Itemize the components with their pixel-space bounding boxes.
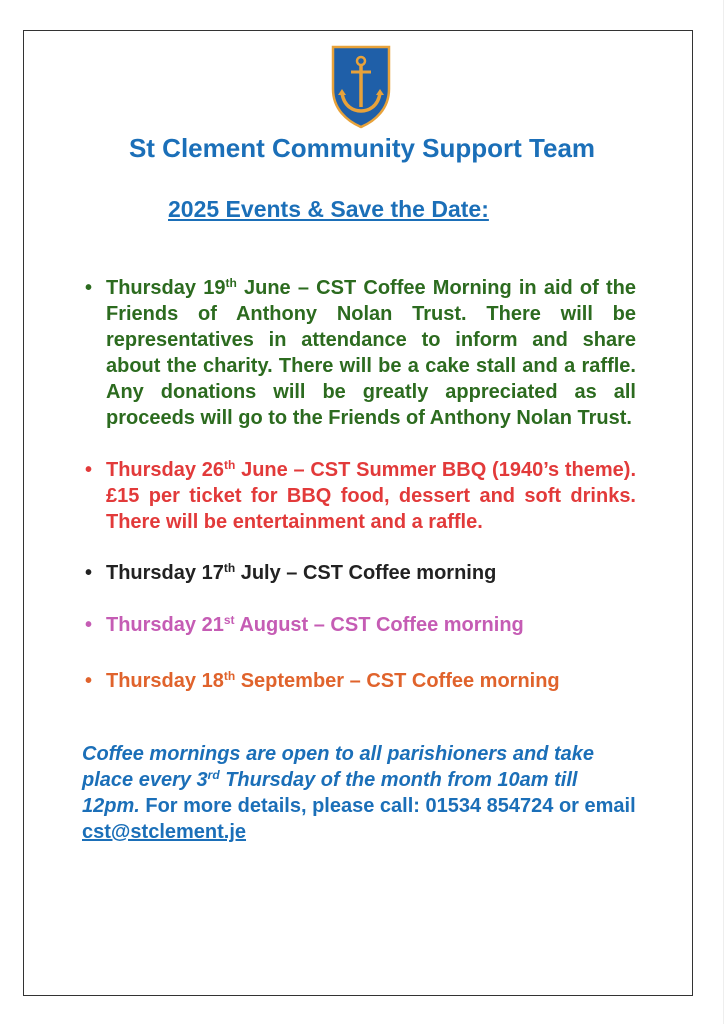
event-item [84, 457, 636, 535]
event-item [84, 612, 636, 638]
event-date: Thursday 19 [106, 277, 226, 299]
event-item [84, 560, 636, 586]
page-title: St Clement Community Support Team [128, 133, 596, 163]
event-description: August – CST Coffee morning [234, 614, 524, 636]
events-heading: 2025 Events & Save the Date: [168, 196, 489, 222]
event-date: Thursday 26 [106, 459, 225, 481]
footer-ordinal: rd [207, 768, 220, 782]
date-ordinal: th [224, 458, 236, 472]
bullet-icon: • [85, 670, 93, 692]
bullet-icon: • [85, 562, 93, 584]
email-link[interactable]: cst@stclement.je [82, 821, 247, 843]
bullet-icon: • [85, 614, 93, 636]
footer-contact-text: For more details, please call: 01534 854724 or email [139, 795, 636, 817]
event-date: Thursday 21 [106, 614, 224, 636]
event-description: June – CST Coffee Morning in aid of the Friends of Anthony Nolan Trust. There will be representatives in attendance to inform and share about the charity. There will be a cake stall and a raffle. Any donations will be greatly appreciated as all proceeds will go to the Friends of Anthony Nolan Trust. [106, 277, 637, 429]
date-ordinal: st [223, 613, 235, 627]
date-ordinal: th [223, 669, 236, 683]
footer-note [82, 741, 638, 845]
event-item [84, 668, 636, 694]
anchor-crest-icon [330, 45, 392, 129]
bullet-icon: • [85, 459, 93, 481]
event-description: June – CST Summer BBQ (1940’s theme). £15 per ticket for BBQ food, dessert and soft drinks. There will be entertainment and a raffle. [106, 459, 636, 533]
event-date: Thursday 18 [106, 670, 224, 692]
event-description: July – CST Coffee morning [235, 562, 497, 584]
event-list [84, 275, 636, 694]
bullet-icon: • [85, 277, 93, 299]
event-date: Thursday 17 [106, 562, 224, 584]
footer-italic-text: Coffee mornings are open to all parishioners and take place every 3 [82, 743, 594, 791]
date-ordinal: th [223, 561, 236, 575]
footer-italic-text-2: Thursday of the month from 10am till 12pm. [82, 769, 578, 817]
date-ordinal: th [225, 276, 237, 290]
event-item [84, 275, 636, 431]
event-description: September – CST Coffee morning [235, 670, 560, 692]
